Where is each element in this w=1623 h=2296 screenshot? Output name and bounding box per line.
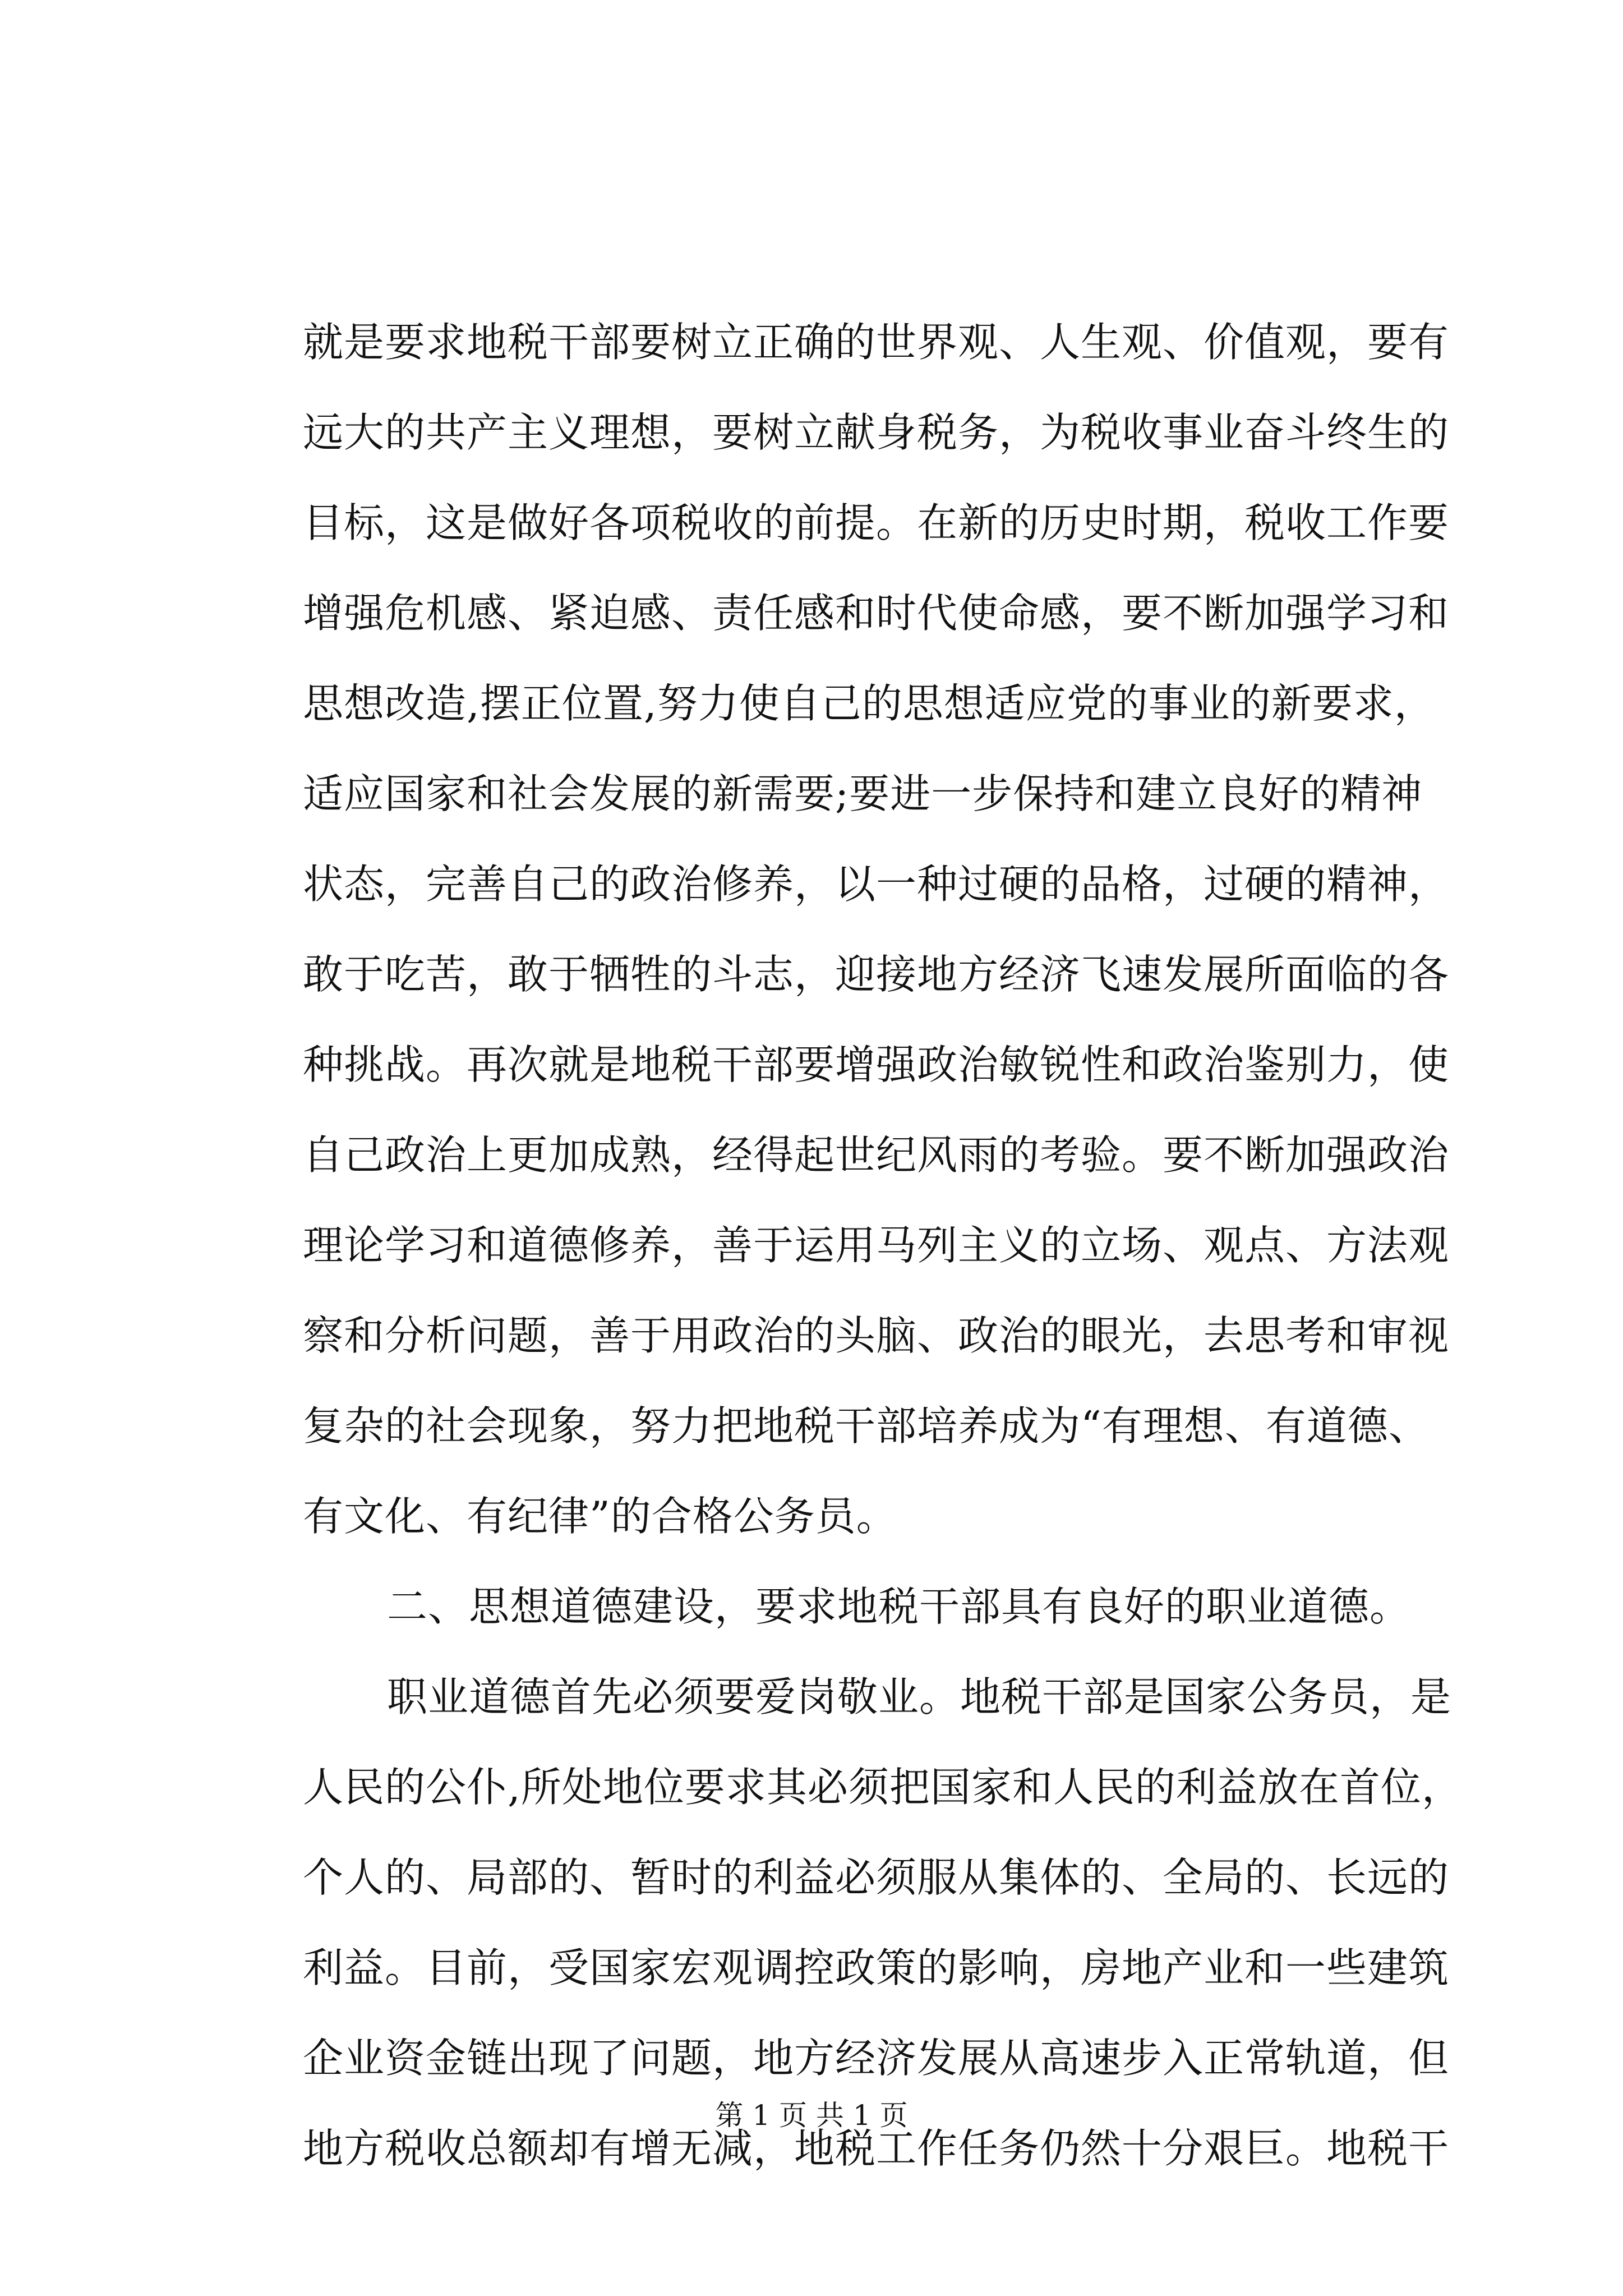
text-line: 状态，完善自己的政治修养，以一种过硬的品格，过硬的精神，: [303, 861, 1450, 908]
text-line: 个人的、局部的、暂时的利益必须服从集体的、全局的、长远的: [303, 1854, 1450, 1901]
text-line: 理论学习和道德修养，善于运用马列主义的立场、观点、方法观: [303, 1222, 1450, 1269]
body-text: [303, 297, 1463, 2194]
text-line: 复杂的社会现象，努力把地税干部培养成为“有理想、有道德、: [303, 1402, 1430, 1450]
text-line: 种挑战。再次就是地税干部要增强政治敏锐性和政治鉴别力，使: [303, 1041, 1450, 1088]
text-line: 目标，这是做好各项税收的前提。在新的历史时期，税收工作要: [303, 499, 1450, 546]
text-line: 就是要求地税干部要树立正确的世界观、人生观、价值观，要有: [303, 319, 1450, 366]
text-line: 人民的公仆,所处地位要求其必须把国家和人民的利益放在首位，: [303, 1764, 1463, 1811]
text-line: 思想改造,摆正位置,努力使自己的思想适应党的事业的新要求，: [303, 680, 1435, 727]
text-line: 增强危机感、紧迫感、责任感和时代使命感，要不断加强学习和: [303, 590, 1450, 637]
section-heading: 二、思想道德建设，要求地税干部具有良好的职业道德。: [387, 1583, 1411, 1630]
text-line: 地方税收总额却有增无减，地税工作任务仍然十分艰巨。地税干: [303, 2125, 1450, 2172]
text-line: 企业资金链出现了问题，地方经济发展从高速步入正常轨道，但: [303, 2035, 1450, 2082]
text-line: 适应国家和社会发展的新需要;要进一步保持和建立良好的精神: [303, 770, 1423, 817]
text-line: 察和分析问题，善于用政治的头脑、政治的眼光，去思考和审视: [303, 1312, 1450, 1359]
text-line: 远大的共产主义理想，要树立献身税务，为税收事业奋斗终生的: [303, 409, 1450, 456]
text-line: 利益。目前，受国家宏观调控政策的影响，房地产业和一些建筑: [303, 1944, 1450, 1991]
text-line: 自己政治上更加成熟，经得起世纪风雨的考验。要不断加强政治: [303, 1131, 1450, 1179]
page-number: 第 1 页 共 1 页: [715, 2099, 908, 2132]
page-footer: [0, 2096, 1623, 2135]
text-line: 职业道德首先必须要爱岗敬业。地税干部是国家公务员，是: [387, 1673, 1452, 1720]
text-line: 敢于吃苦，敢于牺牲的斗志，迎接地方经济飞速发展所面临的各: [303, 951, 1450, 998]
text-line: 有文化、有纪律”的合格公务员。: [303, 1493, 897, 1540]
